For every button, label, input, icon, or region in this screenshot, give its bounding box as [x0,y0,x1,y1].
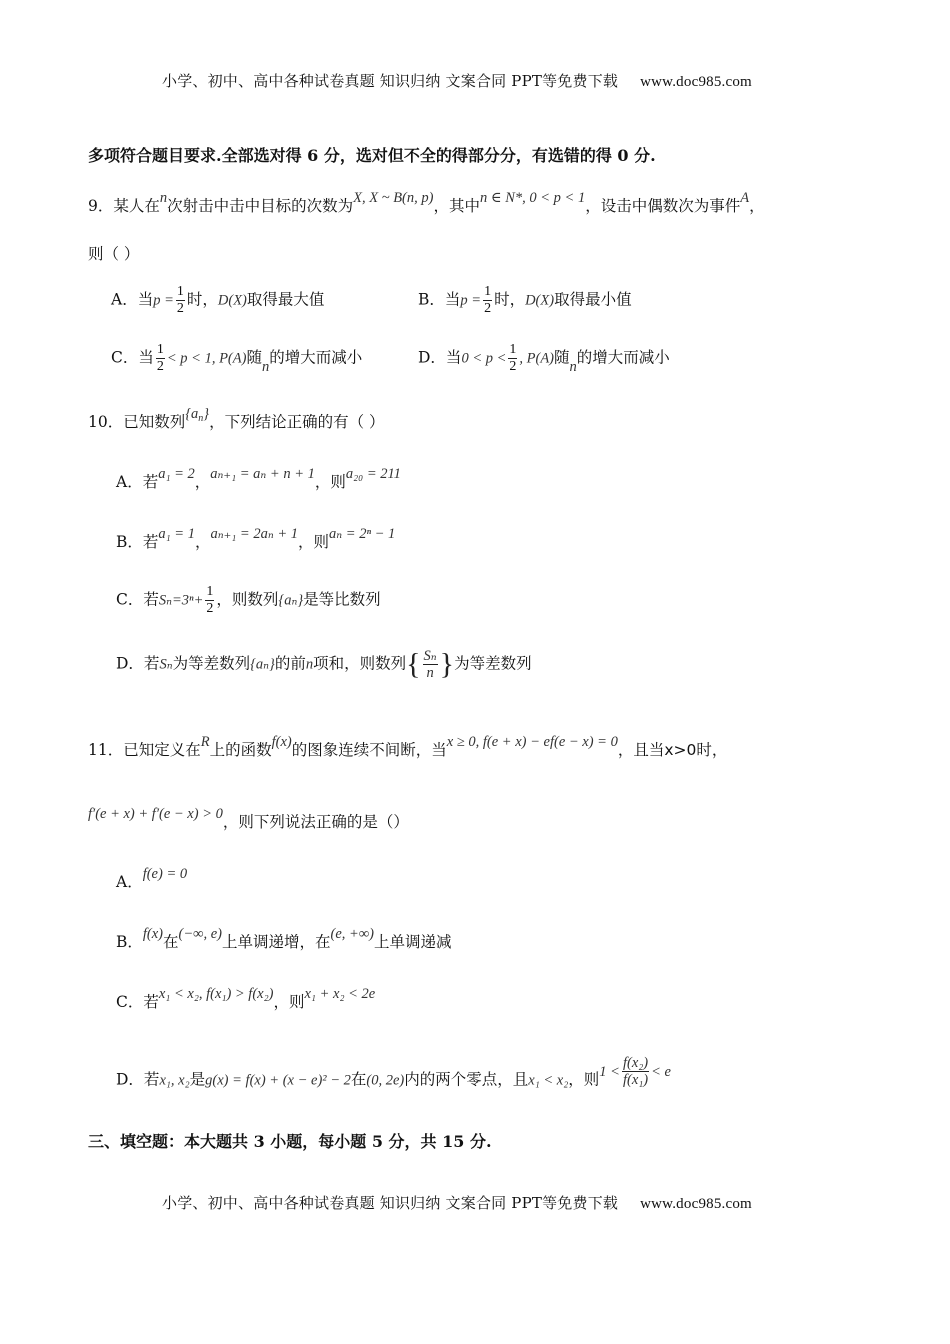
question-11-stem: 11．已知定义在R上的函数f(x)的图象连续不间断，当x ≥ 0, f(e + x) − ef(e − x) = 0，且当x>0时， [88,734,728,759]
fraction: $\frac{1}{2}$ [156,342,164,374]
footer-site-link[interactable]: www.doc985.com [640,1196,752,1212]
question-11-stem-2: f′(e + x) + f′(e − x) > 0，则下列说法正确的是（） [88,806,409,831]
section-intro: 多项符合题目要求.全部选对得 6 分，选对但不全的得部分分，有选错的得 0 分. [88,146,656,165]
q10-option-d: D．若Sₙ为等差数列{aₙ}的前n项和，则数列{ $\frac{\text{Sₙ}}{n}$ }为等差数列 [116,647,532,681]
section-3-title: 三、填空题：本大题共 3 小题，每小题 5 分，共 15 分. [88,1132,492,1151]
math-condition: n ∈ N*, 0 < p < 1 [479,190,586,206]
fraction: $\frac{1}{2}$ [509,342,517,374]
fraction: $\frac{1}{2}$ [176,284,184,316]
q11-option-c: C．若x₁ < x₂, f(x₁) > f(x₂)，则x₁ + x₂ < 2e [116,986,376,1011]
fraction: $\frac{\text{Sₙ}}{n}$ [423,648,437,681]
header-site-link[interactable]: www.doc985.com [640,74,752,90]
q11-option-d: D．若x₁, x₂是g(x) = f(x) + (x − e)² − 2在(0, 2e)内的两个零点，且x₁ < x₂，则1 < $\frac{\text{f(x₂)}}{\text{f(x₁)}}$ < e [116,1055,671,1089]
q9-option-b: B．当p = $\frac{1}{2}$ 时，D(X)取得最小值 [418,284,632,316]
q10-option-c: C．若Sₙ=3ⁿ+ $\frac{1}{2}$ ，则数列{aₙ}是等比数列 [116,584,381,616]
q9-option-d: D．当0 < p < $\frac{1}{2}$ , P(A)随n的增大而减小 [418,342,670,375]
math-event-a: A [740,190,750,206]
q11-option-b: B．f(x)在(−∞, e)上单调递增，在(e, +∞)上单调递减 [116,926,452,951]
question-9-stem: 9．某人在n次射击中击中目标的次数为X, X ~ B(n, p)，其中n ∈ N*, 0 < p < 1，设击中偶数次为事件A， [88,190,765,215]
q9-option-a: A．当p = $\frac{1}{2}$ 时，D(X)取得最大值 [111,284,325,316]
header-text: 小学、初中、高中各种试卷真题 知识归纳 文案合同 PPT等免费下载 [162,72,619,90]
q11-option-a: A．f(e) = 0 [116,866,188,891]
fraction: $\frac{1}{2}$ [484,284,492,316]
math-n: n [159,190,168,206]
fraction: $\frac{1}{2}$ [206,584,214,616]
footer-text: 小学、初中、高中各种试卷真题 知识归纳 文案合同 PPT等免费下载 [162,1194,619,1212]
q9-option-c: C．当 $\frac{1}{2}$ < p < 1, P(A)随n的增大而减小 [111,342,363,375]
math-distribution: X, X ~ B(n, p) [353,190,434,206]
fraction: $\frac{\text{f(x₂)}}{\text{f(x₁)}}$ [622,1055,649,1088]
question-9-stem-end: 则（ ） [88,245,140,263]
page-header [162,70,752,91]
page-footer [162,1192,752,1213]
question-10-stem: 10．已知数列$\{a_n\}$，下列结论正确的有（ ） [88,406,385,431]
q10-option-b: B．若a₁ = 1，aₙ₊₁ = 2aₙ + 1，则aₙ = 2ⁿ − 1 [116,526,396,551]
q10-option-a: A．若a₁ = 2，aₙ₊₁ = aₙ + n + 1，则a₂₀ = 211 [116,466,401,491]
math-sequence: $\{a_n\}$ [185,406,210,424]
